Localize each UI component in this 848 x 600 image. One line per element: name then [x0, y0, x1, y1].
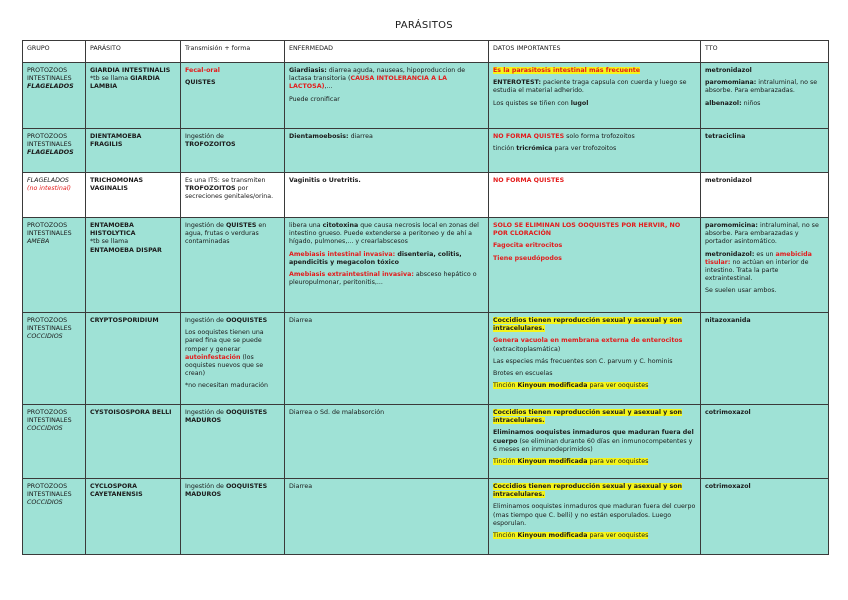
disease-highlight: Amebiasis extraintestinal invasiva: [289, 270, 414, 278]
disease-desc [289, 67, 484, 92]
group-line: PROTOZOOS [27, 317, 68, 324]
transmission-form: OOQUISTES [225, 317, 268, 324]
header-tto: TTO [701, 41, 829, 63]
group-line: PROTOZOOS [27, 409, 68, 416]
treatment-drug: cotrimoxazol [705, 409, 751, 416]
treatment-note [705, 222, 824, 247]
disease-text: Diarrea o Sd. de malabsorción [289, 409, 385, 416]
disease-term: disenteria, colitis, apendicitis y megacolon tóxico [289, 250, 462, 266]
cell-transmission [181, 405, 285, 479]
transmission-route: Fecal-oral [185, 67, 220, 74]
treatment-drug: paromomicina: [705, 222, 758, 229]
cell-parasite [86, 479, 181, 555]
cell-transmission [181, 129, 285, 173]
treatment-drug: metronidazol [705, 177, 752, 184]
cell-transmission [181, 313, 285, 405]
important-note [493, 429, 696, 454]
cell-important [489, 129, 701, 173]
cell-disease [285, 218, 489, 313]
table-row [23, 405, 829, 479]
treatment-drug: tetraciclina [705, 133, 746, 140]
important-text: Las especies más frecuentes son C. parvum y C. hominis [493, 357, 673, 365]
treatment-text: es un [754, 250, 776, 258]
cell-important [489, 405, 701, 479]
header-grupo: GRUPO [23, 41, 86, 63]
treatment-highlight: amebicida tisular: [705, 250, 812, 266]
parasites-table [22, 40, 829, 555]
table-row [23, 63, 829, 129]
disease-text: Diarrea [289, 317, 313, 324]
cell-important [489, 173, 701, 218]
disease-text: absceso hepático o pleuropulmonar, peritonitis,... [289, 270, 477, 287]
parasite-name: GIARDIA INTESTINALIS [90, 67, 171, 74]
cell-transmission [181, 63, 285, 129]
parasite-alias-line [90, 75, 176, 91]
group-line: INTESTINALES [27, 325, 72, 333]
cell-transmission [181, 479, 285, 555]
group-note: (no intestinal) [27, 185, 71, 193]
important-highlight: Es la parasitosis intestinal más frecuente [493, 67, 641, 74]
transmission-text: (los ooquistes nuevos que se crean) [185, 353, 264, 378]
cell-treatment [701, 479, 829, 555]
important-highlight: Coccidios tienen reproducción sexual y asexual y son intracelulares. [493, 409, 683, 425]
important-term: Kinyoun modificada [517, 457, 588, 465]
transmission-route: Ingestión de [185, 222, 226, 229]
group-sub: FLAGELADOS [27, 177, 69, 184]
important-note [493, 100, 696, 108]
parasite-name: ENTAMOEBA HISTOLYTICA [90, 222, 136, 238]
cell-group [23, 63, 86, 129]
cell-parasite [86, 405, 181, 479]
cell-treatment [701, 405, 829, 479]
disease-name: Giardiasis: [289, 67, 327, 74]
group-line: INTESTINALES [27, 417, 72, 425]
transmission-text: en agua, frutas o verduras contaminadas [185, 222, 267, 246]
important-term: tricrómica [516, 145, 553, 153]
table-row [23, 129, 829, 173]
disease-name: Dientamoebosis: [289, 133, 349, 140]
important-term: Kinyoun modificada [517, 531, 588, 539]
treatment-note [705, 251, 824, 284]
group-line: INTESTINALES [27, 230, 72, 238]
transmission-route: Es una ITS: se transmiten [185, 177, 266, 184]
cell-treatment [701, 313, 829, 405]
cell-group [23, 405, 86, 479]
important-text: para ver trofozoitos [552, 145, 617, 153]
transmission-text: *no necesitan maduración [185, 382, 269, 390]
header-parasito: PARÁSITO [86, 41, 181, 63]
header-transmision: Transmisión + forma [181, 41, 285, 63]
cell-important [489, 479, 701, 555]
important-note [493, 79, 696, 95]
transmission-desc [185, 177, 280, 202]
disease-name: Vaginitis o Uretritis. [289, 177, 361, 184]
disease-text: diarrea [348, 133, 373, 140]
important-highlight: Fagocita eritrocitos [493, 242, 563, 250]
group-sub: FLAGELADOS [27, 83, 74, 91]
disease-desc [289, 251, 484, 267]
cell-parasite [86, 173, 181, 218]
important-highlight: Genera vacuola en membrana externa de enterocitos [493, 337, 683, 345]
treatment-drug: albenazol: [705, 99, 742, 107]
disease-text: libera una [289, 222, 323, 229]
page-title: PARÁSITOS [395, 20, 453, 31]
important-highlight: Coccidios tienen reproducción sexual y asexual y son intracelulares. [493, 317, 683, 333]
disease-text: que causa necrosis local en zonas del intestino grueso. Puede extenderse a peritoneo y de ahí a hígado, pulmones,... y crearlabscesos [289, 222, 479, 246]
cell-important [489, 218, 701, 313]
parasite-name: CYSTOISOSPORA BELLI [90, 409, 172, 416]
cell-treatment [701, 218, 829, 313]
parasite-name: TRICHOMONAS VAGINALIS [90, 177, 144, 193]
cell-disease [285, 405, 489, 479]
table-row [23, 173, 829, 218]
transmission-route: Ingestión de [185, 133, 224, 140]
cell-group [23, 173, 86, 218]
cell-disease [285, 63, 489, 129]
disease-text: diarrea aguda, nauseas, hipoproduccion de lactasa transitoria ( [289, 67, 466, 83]
transmission-text: Los ooquistes tienen una pared fina que se puede romper y generar [185, 329, 264, 353]
group-line: INTESTINALES [27, 75, 72, 83]
important-highlight: NO FORMA QUISTES [493, 177, 565, 184]
treatment-text: niños [741, 99, 761, 107]
important-note [493, 382, 696, 390]
header-enfermedad: ENFERMEDAD [285, 41, 489, 63]
transmission-desc [185, 317, 280, 325]
cell-treatment [701, 129, 829, 173]
group-sub: FLAGELADOS [27, 149, 74, 157]
header-datos: DATOS IMPORTANTES [489, 41, 701, 63]
treatment-note [705, 79, 824, 95]
group-sub: COCCIDIOS [27, 425, 63, 433]
cell-transmission [181, 218, 285, 313]
transmission-text: por secreciones genitales/orina. [185, 185, 274, 201]
disease-highlight: CAUSA INTOLERANCIA A LA LACTOSA) [289, 75, 448, 91]
cell-group [23, 129, 86, 173]
transmission-highlight: autoinfestación [185, 353, 241, 361]
table-row [23, 218, 829, 313]
cell-group [23, 479, 86, 555]
transmission-route: Ingestión de [185, 409, 226, 416]
disease-text: Diarrea [289, 483, 313, 490]
transmission-desc [185, 329, 280, 378]
cell-treatment [701, 173, 829, 218]
important-term: Eliminamos ooquistes inmaduros que maduran fuera del cuerpo [493, 429, 694, 445]
cell-disease [285, 173, 489, 218]
disease-highlight: Amebiasis intestinal invasiva: [289, 250, 396, 258]
important-text: paciente traga capsula con cuerda y luego se estudia el material adherido. [493, 79, 687, 95]
important-text: (se eliminan durante 60 días en inmunocompetentes y 6 meses en inmunodeprimidos) [493, 437, 693, 453]
treatment-text: intraluminal, no se absorbe. Para embarazadas y portador asintomático. [705, 222, 819, 246]
group-line: PROTOZOOS [27, 483, 68, 490]
group-sub: COCCIDIOS [27, 499, 63, 507]
important-text: Tinción [493, 457, 518, 465]
transmission-form: OOQUISTES MADUROS [185, 483, 268, 499]
cell-treatment [701, 63, 829, 129]
important-text: Tinción [493, 531, 518, 539]
cell-disease [285, 479, 489, 555]
treatment-drug: paromomiana: [705, 79, 757, 87]
parasite-alias: GIARDIA LAMBIA [90, 75, 160, 91]
cell-parasite [86, 218, 181, 313]
cell-important [489, 313, 701, 405]
disease-text: ,... [324, 83, 333, 91]
treatment-drug: nitazoxanida [705, 317, 751, 324]
table-row [23, 313, 829, 405]
important-text: (extracitoplasmática) [493, 345, 561, 353]
important-text: Eliminamos ooquistes inmaduros que maduran fuera del cuerpo (mas tiempo que C. belli) y no están esporulados. Luego esporulan. [493, 503, 696, 527]
important-text: para ver ooquistes [587, 382, 649, 390]
cell-disease [285, 313, 489, 405]
treatment-drug: cotrimoxazol [705, 483, 751, 490]
cell-important [489, 63, 701, 129]
disease-desc [289, 271, 484, 287]
transmission-form: OOQUISTES MADUROS [185, 409, 268, 425]
group-line: INTESTINALES [27, 141, 72, 149]
transmission-form: TROFOZOITOS [185, 141, 236, 149]
parasite-note: *tb se llama [90, 75, 131, 83]
important-note [493, 337, 696, 353]
transmission-desc [185, 483, 280, 499]
parasite-name: CRYPTOSPORIDIUM [90, 317, 159, 324]
cell-disease [285, 129, 489, 173]
important-text: para ver ooquistes [587, 531, 649, 539]
transmission-route: Ingestión de [185, 483, 226, 490]
group-line: INTESTINALES [27, 491, 72, 499]
important-note [493, 133, 696, 141]
disease-text: Puede cronificar [289, 95, 340, 103]
treatment-drug: metronidazol [705, 67, 752, 74]
disease-desc [289, 133, 484, 141]
group-sub: AMEBA [27, 238, 50, 246]
parasite-note: *tb se llama [90, 238, 129, 246]
treatment-note [705, 100, 824, 108]
treatment-text: no actúan en interior de intestino. Trata la parte extraintestinal. [705, 258, 809, 283]
parasite-name: CYCLOSPORA CAYETANENSIS [90, 483, 143, 499]
important-highlight: SOLO SE ELIMINAN LOS OOQUISTES POR HERVIR, NO POR CLORACIÓN [493, 222, 681, 238]
important-highlight: Tiene pseudópodos [493, 254, 562, 262]
cell-group [23, 218, 86, 313]
important-term: ENTEROTEST: [493, 79, 541, 87]
parasite-alias: ENTAMOEBA DISPAR [90, 246, 162, 254]
treatment-text: intraluminal, no se absorbe. Para embarazadas. [705, 79, 818, 95]
transmission-form: TROFOZOITOS [185, 185, 236, 193]
cell-parasite [86, 63, 181, 129]
important-term: Kinyoun modificada [517, 382, 588, 390]
transmission-route: Ingestión de [185, 317, 226, 324]
disease-desc [289, 222, 484, 247]
important-text: para ver ooquistes [587, 457, 649, 465]
group-sub: COCCIDIOS [27, 333, 63, 341]
important-note [493, 532, 696, 540]
group-line: PROTOZOOS [27, 133, 68, 140]
cell-parasite [86, 313, 181, 405]
important-note [493, 458, 696, 466]
transmission-desc [185, 409, 280, 425]
cell-parasite [86, 129, 181, 173]
important-text: Tinción [493, 382, 518, 390]
cell-group [23, 313, 86, 405]
group-line: PROTOZOOS [27, 67, 68, 74]
disease-term: citotoxina [322, 222, 359, 229]
important-highlight: NO FORMA QUISTES [493, 133, 565, 140]
important-term: lugol [570, 99, 589, 107]
important-text: solo forma trofozoitos [564, 133, 635, 140]
table-row [23, 479, 829, 555]
parasite-name: DIENTAMOEBA FRAGILIS [90, 133, 142, 149]
important-note [493, 145, 696, 153]
transmission-desc [185, 222, 280, 247]
transmission-form: QUISTES [185, 79, 216, 87]
important-text: tinción [493, 145, 517, 153]
cell-transmission [181, 173, 285, 218]
header-row [23, 41, 829, 63]
group-line: PROTOZOOS [27, 222, 68, 229]
important-text: Los quistes se tiñen con [493, 99, 571, 107]
treatment-drug: metronidazol: [705, 250, 755, 258]
important-text: Brotes en escuelas [493, 369, 553, 377]
treatment-text: Se suelen usar ambos. [705, 287, 777, 295]
transmission-form: QUISTES [225, 222, 257, 229]
important-highlight: Coccidios tienen reproducción sexual y asexual y son intracelulares. [493, 483, 683, 499]
